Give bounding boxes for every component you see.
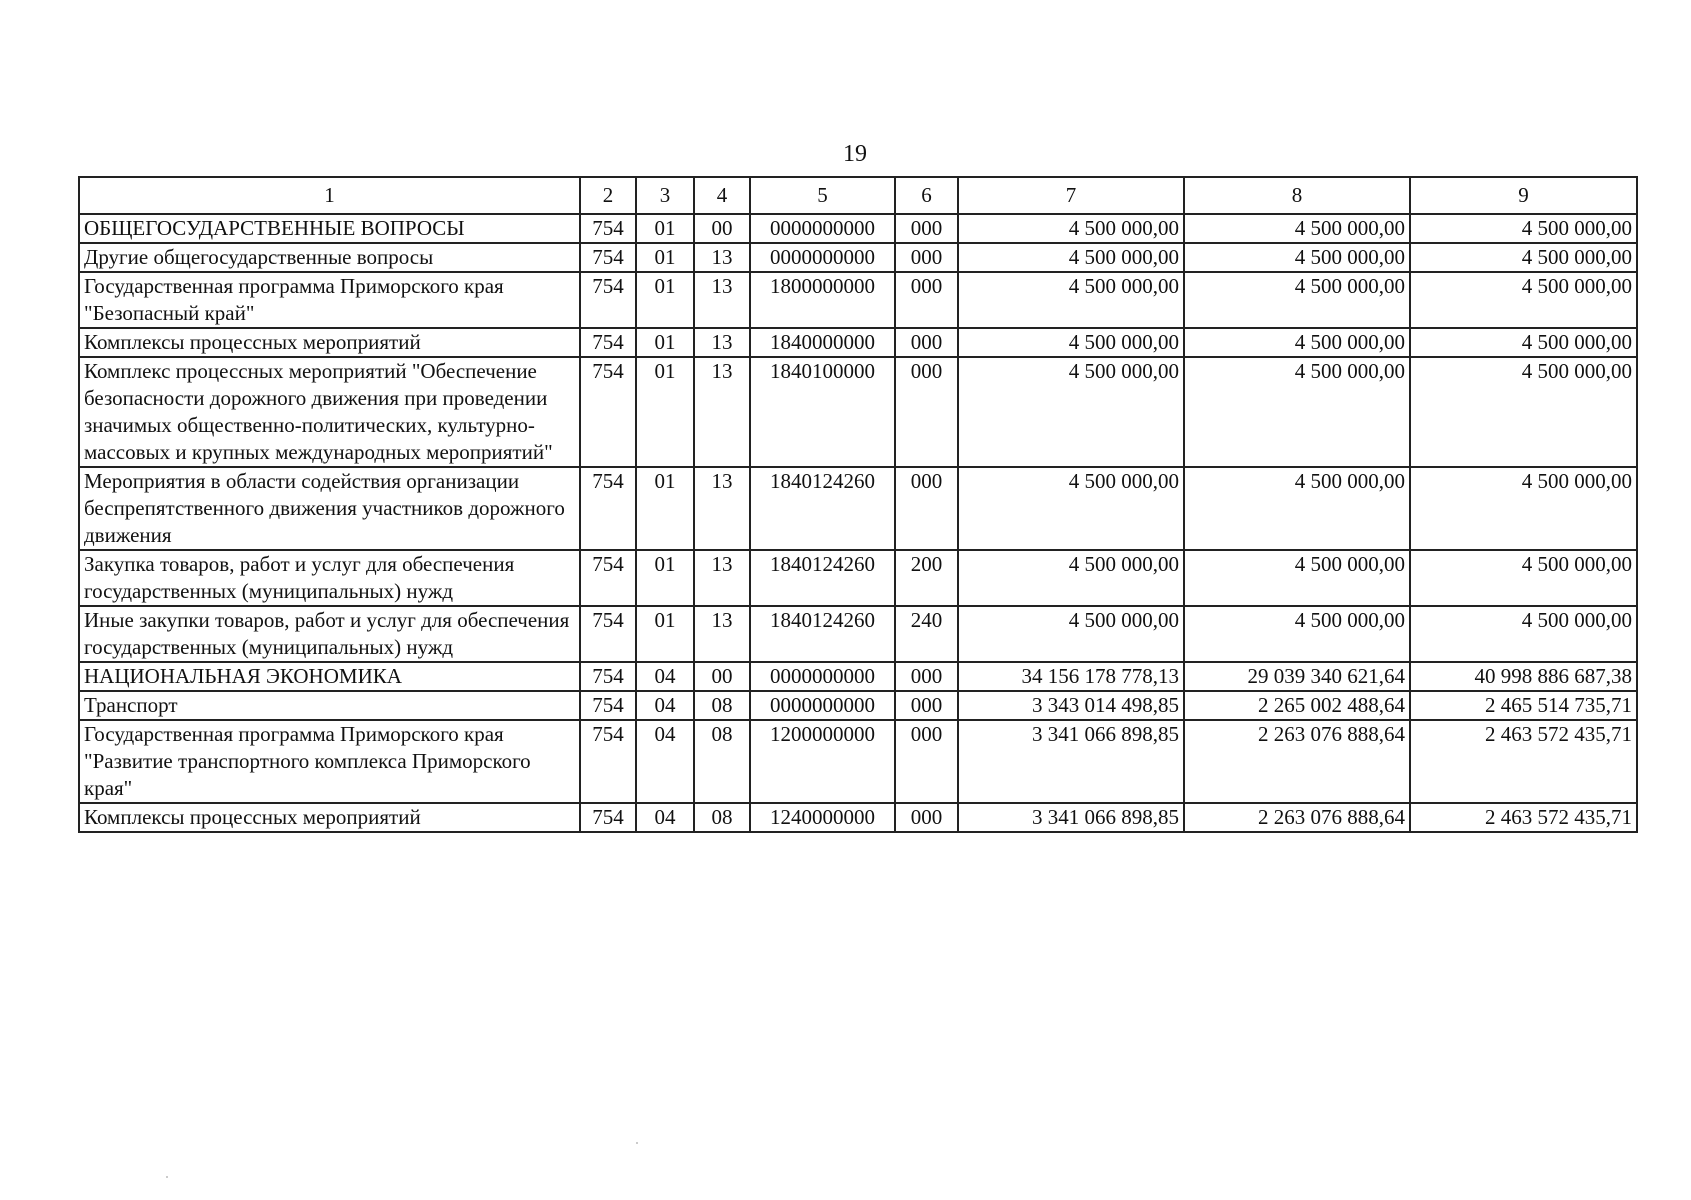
target-article-cell: 0000000000 [750,243,895,272]
header-cell: 4 [694,177,750,214]
amount-cell: 4 500 000,00 [1184,328,1410,357]
row-name-cell: ОБЩЕГОСУДАРСТВЕННЫЕ ВОПРОСЫ [79,214,580,243]
subsection-cell: 00 [694,214,750,243]
header-cell: 5 [750,177,895,214]
expense-type-cell: 200 [895,550,958,606]
amount-cell: 4 500 000,00 [1184,272,1410,328]
target-article-cell: 1840124260 [750,467,895,550]
row-name-cell: Другие общегосударственные вопросы [79,243,580,272]
code-cell: 754 [580,803,636,832]
amount-cell: 4 500 000,00 [958,272,1184,328]
expense-type-cell: 000 [895,214,958,243]
expense-type-cell: 000 [895,662,958,691]
table-row [79,803,1637,832]
expense-type-cell: 000 [895,272,958,328]
header-row [79,177,1637,214]
amount-cell: 4 500 000,00 [1410,606,1637,662]
code-cell: 754 [580,357,636,467]
amount-cell: 4 500 000,00 [1184,357,1410,467]
section-cell: 04 [636,720,694,803]
amount-cell: 4 500 000,00 [958,467,1184,550]
table-row [79,214,1637,243]
page-number: 19 [843,141,867,167]
section-cell: 01 [636,550,694,606]
subsection-cell: 08 [694,720,750,803]
code-cell: 754 [580,662,636,691]
table-row [79,550,1637,606]
subsection-cell: 08 [694,803,750,832]
amount-cell: 4 500 000,00 [1410,328,1637,357]
amount-cell: 4 500 000,00 [1410,550,1637,606]
code-cell: 754 [580,467,636,550]
table-row [79,357,1637,467]
section-cell: 04 [636,691,694,720]
subsection-cell: 13 [694,606,750,662]
target-article-cell: 1840124260 [750,550,895,606]
subsection-cell: 13 [694,272,750,328]
subsection-cell: 08 [694,691,750,720]
section-cell: 01 [636,606,694,662]
header-cell: 2 [580,177,636,214]
code-cell: 754 [580,214,636,243]
section-cell: 01 [636,357,694,467]
section-cell: 04 [636,803,694,832]
section-cell: 01 [636,467,694,550]
amount-cell: 4 500 000,00 [1410,467,1637,550]
amount-cell: 4 500 000,00 [958,214,1184,243]
amount-cell: 4 500 000,00 [958,328,1184,357]
table-row [79,691,1637,720]
amount-cell: 4 500 000,00 [958,357,1184,467]
subsection-cell: 13 [694,550,750,606]
header-cell: 9 [1410,177,1637,214]
row-name-cell: Закупка товаров, работ и услуг для обеспечения государственных (муниципальных) нужд [79,550,580,606]
section-cell: 01 [636,214,694,243]
expense-type-cell: 240 [895,606,958,662]
amount-cell: 2 263 076 888,64 [1184,803,1410,832]
code-cell: 754 [580,243,636,272]
amount-cell: 4 500 000,00 [958,243,1184,272]
subsection-cell: 13 [694,328,750,357]
table-row [79,606,1637,662]
section-cell: 01 [636,328,694,357]
table-row [79,272,1637,328]
section-cell: 01 [636,243,694,272]
amount-cell: 4 500 000,00 [1184,467,1410,550]
target-article-cell: 1240000000 [750,803,895,832]
expense-type-cell: 000 [895,467,958,550]
row-name-cell: Транспорт [79,691,580,720]
target-article-cell: 0000000000 [750,214,895,243]
header-cell: 8 [1184,177,1410,214]
expense-type-cell: 000 [895,720,958,803]
row-name-cell: Комплексы процессных мероприятий [79,803,580,832]
row-name-cell: Комплексы процессных мероприятий [79,328,580,357]
amount-cell: 3 341 066 898,85 [958,803,1184,832]
subsection-cell: 13 [694,243,750,272]
expense-type-cell: 000 [895,357,958,467]
expense-type-cell: 000 [895,328,958,357]
amount-cell: 4 500 000,00 [1184,550,1410,606]
table-body [79,214,1637,832]
row-name-cell: Иные закупки товаров, работ и услуг для обеспечения государственных (муниципальных) нужд [79,606,580,662]
section-cell: 01 [636,272,694,328]
target-article-cell: 1200000000 [750,720,895,803]
amount-cell: 2 463 572 435,71 [1410,720,1637,803]
code-cell: 754 [580,691,636,720]
amount-cell: 4 500 000,00 [1410,272,1637,328]
header-cell: 7 [958,177,1184,214]
header-cell: 6 [895,177,958,214]
amount-cell: 34 156 178 778,13 [958,662,1184,691]
header-cell: 3 [636,177,694,214]
section-cell: 04 [636,662,694,691]
target-article-cell: 0000000000 [750,691,895,720]
amount-cell: 2 463 572 435,71 [1410,803,1637,832]
row-name-cell: Комплекс процессных мероприятий "Обеспечение безопасности дорожного движения при проведении значимых общественно-политических, культурно-массовых и крупных международных мероприятий" [79,357,580,467]
table-row [79,662,1637,691]
code-cell: 754 [580,606,636,662]
table-row [79,328,1637,357]
subsection-cell: 13 [694,467,750,550]
target-article-cell: 1840124260 [750,606,895,662]
amount-cell: 4 500 000,00 [1410,357,1637,467]
target-article-cell: 0000000000 [750,662,895,691]
target-article-cell: 1840100000 [750,357,895,467]
amount-cell: 2 465 514 735,71 [1410,691,1637,720]
expense-type-cell: 000 [895,803,958,832]
header-cell: 1 [79,177,580,214]
amount-cell: 3 343 014 498,85 [958,691,1184,720]
table-row [79,720,1637,803]
target-article-cell: 1800000000 [750,272,895,328]
amount-cell: 40 998 886 687,38 [1410,662,1637,691]
amount-cell: 4 500 000,00 [958,550,1184,606]
code-cell: 754 [580,720,636,803]
amount-cell: 2 263 076 888,64 [1184,720,1410,803]
table-row [79,467,1637,550]
code-cell: 754 [580,272,636,328]
table-row [79,243,1637,272]
amount-cell: 4 500 000,00 [1184,606,1410,662]
amount-cell: 29 039 340 621,64 [1184,662,1410,691]
row-name-cell: НАЦИОНАЛЬНАЯ ЭКОНОМИКА [79,662,580,691]
row-name-cell: Мероприятия в области содействия организации беспрепятственного движения участников дорожного движения [79,467,580,550]
amount-cell: 4 500 000,00 [1410,214,1637,243]
target-article-cell: 1840000000 [750,328,895,357]
subsection-cell: 00 [694,662,750,691]
subsection-cell: 13 [694,357,750,467]
expense-type-cell: 000 [895,691,958,720]
amount-cell: 2 265 002 488,64 [1184,691,1410,720]
expense-type-cell: 000 [895,243,958,272]
code-cell: 754 [580,328,636,357]
code-cell: 754 [580,550,636,606]
amount-cell: 4 500 000,00 [1184,243,1410,272]
budget-table [78,176,1638,833]
amount-cell: 4 500 000,00 [1184,214,1410,243]
row-name-cell: Государственная программа Приморского края "Безопасный край" [79,272,580,328]
amount-cell: 4 500 000,00 [958,606,1184,662]
scan-speck [636,1142,638,1144]
scan-speck [166,1176,168,1178]
amount-cell: 3 341 066 898,85 [958,720,1184,803]
row-name-cell: Государственная программа Приморского края "Развитие транспортного комплекса Приморского края" [79,720,580,803]
amount-cell: 4 500 000,00 [1410,243,1637,272]
